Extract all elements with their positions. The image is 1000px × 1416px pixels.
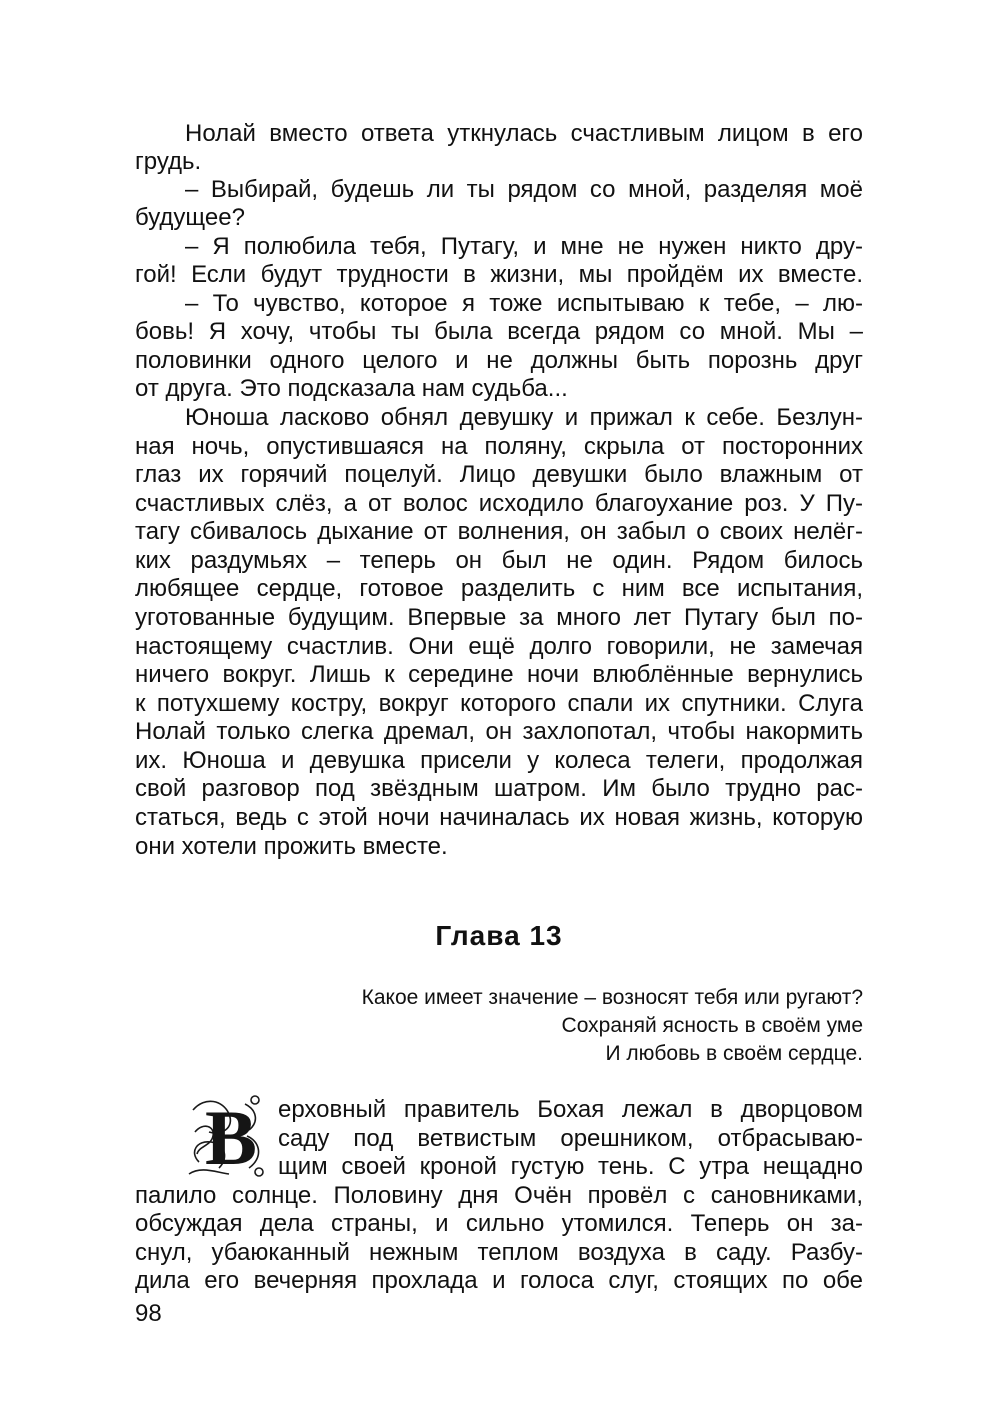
epigraph-line: Какое имеет значение – возносят тебя или ругают? xyxy=(361,986,863,1009)
text-line: их. Юноша и девушка присели у колеса телеги, продолжая xyxy=(135,747,863,774)
text-line: Юноша ласково обнял девушку и прижал к себе. Безлун- xyxy=(185,404,863,431)
text-line: от друга. Это подсказала нам судьба... xyxy=(135,375,568,402)
text-line: статься, ведь с этой ночи начиналась их новая жизнь, которую xyxy=(135,804,863,831)
dropcap-letter: В xyxy=(204,1094,258,1178)
text-line: ничего вокруг. Лишь к середине ночи влюблённые вернулись xyxy=(135,661,863,688)
text-line: дила его вечерняя прохлада и голоса слуг, стоящих по обе xyxy=(135,1267,863,1294)
text-line: к потухшему костру, вокруг которого спали их спутники. Слуга xyxy=(135,690,863,717)
text-line: свой разговор под звёздным шатром. Им было трудно рас- xyxy=(135,775,863,802)
text-line: обсуждая дела страны, и сильно утомился. Теперь он за- xyxy=(135,1210,863,1237)
text-line: Нолай только слегка дремал, он захлопотал, чтобы накормить xyxy=(135,718,863,745)
text-line: ких раздумьях – теперь он был не один. Рядом билось xyxy=(135,547,863,574)
text-line: грудь. xyxy=(135,148,202,175)
text-line: счастливых слёз, а от волос исходило благоухание роз. У Пу- xyxy=(135,490,863,517)
text-line: уготованные будущим. Впервые за много лет Путагу был по- xyxy=(135,604,863,631)
dropcap-ornament xyxy=(185,1092,271,1178)
text-line: они хотели прожить вместе. xyxy=(135,833,448,860)
text-line: ерховный правитель Бохая лежал в дворцовом xyxy=(278,1096,863,1123)
text-line: Нолай вместо ответа уткнулась счастливым лицом в его xyxy=(185,120,863,147)
text-line: будущее? xyxy=(135,204,245,231)
text-line: тагу сбивалось дыхание от волнения, он забыл о своих нелёг- xyxy=(135,518,863,545)
text-line: палило солнце. Половину дня Очён провёл с сановниками, xyxy=(135,1182,863,1209)
text-line: щим своей кроной густую тень. С утра нещадно xyxy=(278,1153,863,1180)
text-line: снул, убаюканный нежным теплом воздуха в саду. Разбу- xyxy=(135,1239,863,1266)
chapter-title: Глава 13 xyxy=(435,920,563,951)
text-line: саду под ветвистым орешником, отбрасываю- xyxy=(278,1125,863,1152)
text-line: гой! Если будут трудности в жизни, мы пройдём их вместе. xyxy=(135,261,863,288)
text-line: – Я полюбила тебя, Путагу, и мне не нужен никто дру- xyxy=(185,233,863,260)
text-line: – То чувство, которое я тоже испытываю к тебе, – лю- xyxy=(185,290,863,317)
text-line: любящее сердце, готовое разделить с ним все испытания, xyxy=(135,575,863,602)
page-number: 98 xyxy=(135,1300,162,1327)
text-line: – Выбирай, будешь ли ты рядом со мной, разделяя моё xyxy=(185,176,863,203)
text-line: ная ночь, опустившаяся на поляну, скрыла от посторонних xyxy=(135,433,863,460)
text-line: настоящему счастлив. Они ещё долго говорили, не замечая xyxy=(135,633,863,660)
epigraph-line: И любовь в своём сердце. xyxy=(605,1042,863,1065)
text-line: половинки одного целого и не должны быть порознь друг xyxy=(135,347,863,374)
text-line: глаз их горячий поцелуй. Лицо девушки было влажным от xyxy=(135,461,863,488)
text-line: бовь! Я хочу, чтобы ты была всегда рядом со мной. Мы – xyxy=(135,318,863,345)
epigraph-line: Сохраняй ясность в своём уме xyxy=(561,1014,863,1037)
